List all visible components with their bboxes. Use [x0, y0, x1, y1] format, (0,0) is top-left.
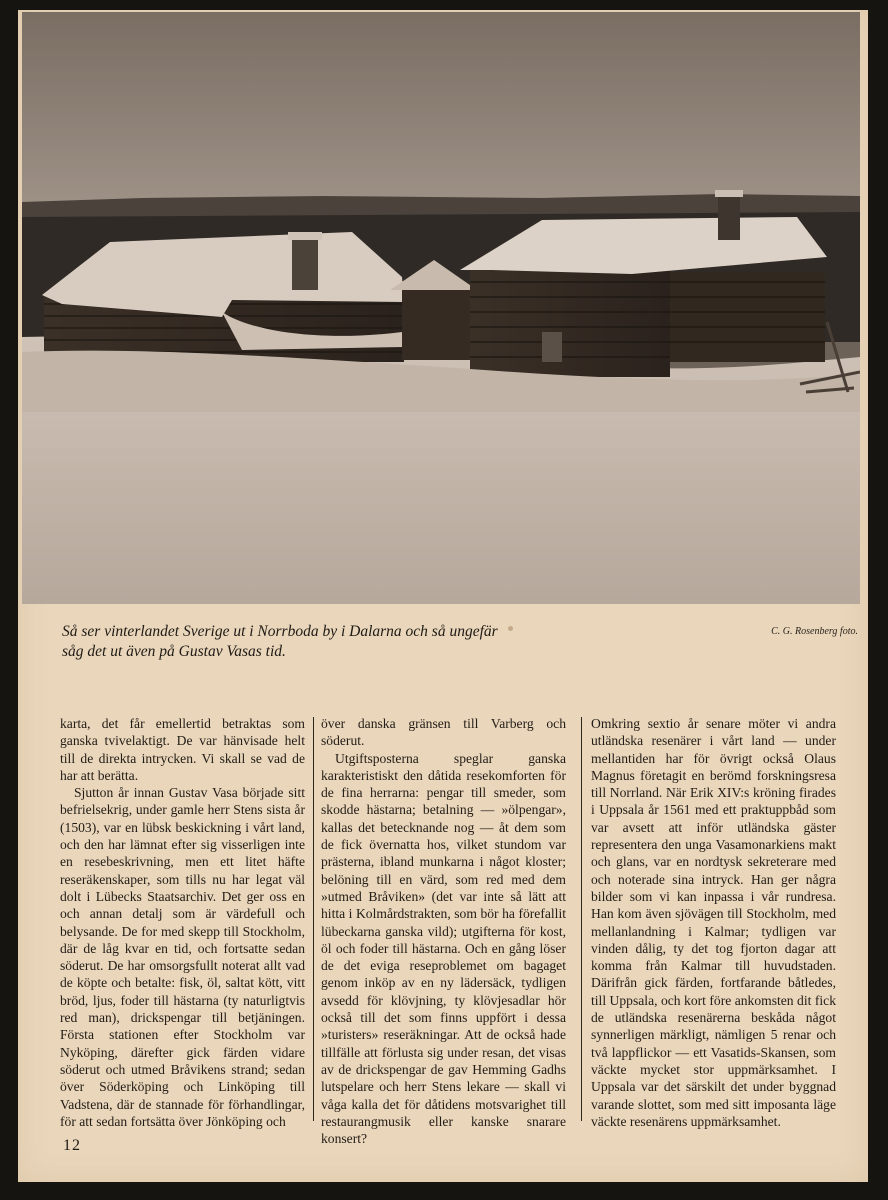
column-1-paragraph-1: karta, det får emellertid betraktas som ganska tvivelaktigt. De var hänvisade helt till de direkta intrycken. Vi skall se vad de har att berätta. — [60, 716, 305, 783]
winter-farmhouse-photo — [22, 12, 860, 604]
photo-credit: C. G. Rosenberg foto. — [771, 626, 858, 637]
column-3-paragraph-1: Omkring sextio år senare möter vi andra utländska resenärer i vårt land — under mellantiden har för övrigt också Olaus Magnus företagit en berömd forskningsresa till Norrland. När Erik XIV:s kröning firades i Uppsala år 1561 med ett praktuppbåd som var avsett att inför utländska gäster representera den unga Vasamonarkiens makt och glans, var en nordtysk sekreterare med och noterade sina intryck. Han ger några bilder som vi kan inpassa i vår rundresa. Han kom även sjövägen till Stockholm, med mellanlandning i Kalmar; tydligen var vinden dålig, ty det tog fjorton dagar att komma från Kalmar till huvudstaden. Därifrån gick färden, fortfarande båtledes, till Uppsala, och kort före ankomsten dit fick de utländska resenärerna beskåda något synnerligen märkligt, nämligen 5 renar och två lappflickor — ett Vasatids-Skansen, som väckte mycket stor uppmärksamhet. I Uppsala var det särskilt det under byggnad varande slottet, som med sitt imposanta läge väckte resenärens uppmärksamhet. — [591, 716, 836, 1129]
column-2-paragraph-2: Utgiftsposterna speglar ganska karakteristiskt den dåtida resekomforten för de fina herrarna: pengar till smeder, som skodde hästarna; betalning — »ölpengar», kallas det betecknande nog — åt dem som de fick övernatta hos, vilket stundom var prästerna, ibland munkarna i något kloster; belöning till en värd, som red med dem »utmed Bråviken» (det var inte så lätt att hitta i Kolmårdstrakten, som bör ha förefallit lübeckarna ganska vild); utgifterna för kost, öl och foder till hästarna. Och en gång löser de det eviga reseproblemet om bagaget genom inköp av en ny lädersäck, tydligen avsedd för klövjning, ty klövjesadlar hör också till det som finns uppfört i dessa »turisters» reseräkningar. Att de också hade tillfälle att förlusta sig under resan, det visas av de drickspengar de gav Hemming Gadhs lutspelare och herr Stens lekare — skall vi våga kalla det för dåtidens motsvarighet till restaurangmusik eller kanske snarare konsert? — [321, 750, 566, 1147]
column-1-paragraph-2: Sjutton år innan Gustav Vasa började sitt befrielsekrig, under gamle herr Stens sista år (1503), var en lübsk beskickning i vårt land, och den har lämnat efter sig visserligen inte en resebeskrivning, men ett litet häfte reseräkenskaper, som tills nu har legat väl dolt i Lübecks Staatsarchiv. Det ger oss en och annan detalj som är värdefull och belysande. De for med skepp till Stockholm, där de låg kvar en tid, och fortsatte sedan söderut. De har omsorgsfullt noterat allt vad de köpte och betalte: fisk, öl, saltat kött, vitt bröd, ljus, foder till hästarna (ty naturligtvis red man), drickspengar till betjäningen. Första stationen efter Stockholm var Nyköping, därefter gick färden vidare söderut och utmed Bråvikens strand; sedan över Söderköping och Linköping till Vadstena, där de stannade för förhandlingar, för att sedan fortsätta över Jönköping och — [60, 785, 305, 1129]
text-column-1 — [60, 715, 305, 1130]
caption-dot-mark — [508, 626, 513, 631]
column-2-paragraph-1: över danska gränsen till Varberg och söderut. — [321, 716, 566, 749]
photo-caption: Så ser vinterlandet Sverige ut i Norrboda by i Dalarna och så ungefär såg det ut även på Gustav Vasas tid. — [62, 623, 498, 660]
photo-drawing — [22, 12, 860, 604]
page-number: 12 — [63, 1137, 81, 1154]
text-column-2 — [321, 715, 566, 1147]
text-column-3 — [591, 715, 836, 1130]
column-divider-1 — [313, 717, 314, 1121]
column-divider-2 — [581, 717, 582, 1121]
magazine-page — [18, 10, 868, 1182]
